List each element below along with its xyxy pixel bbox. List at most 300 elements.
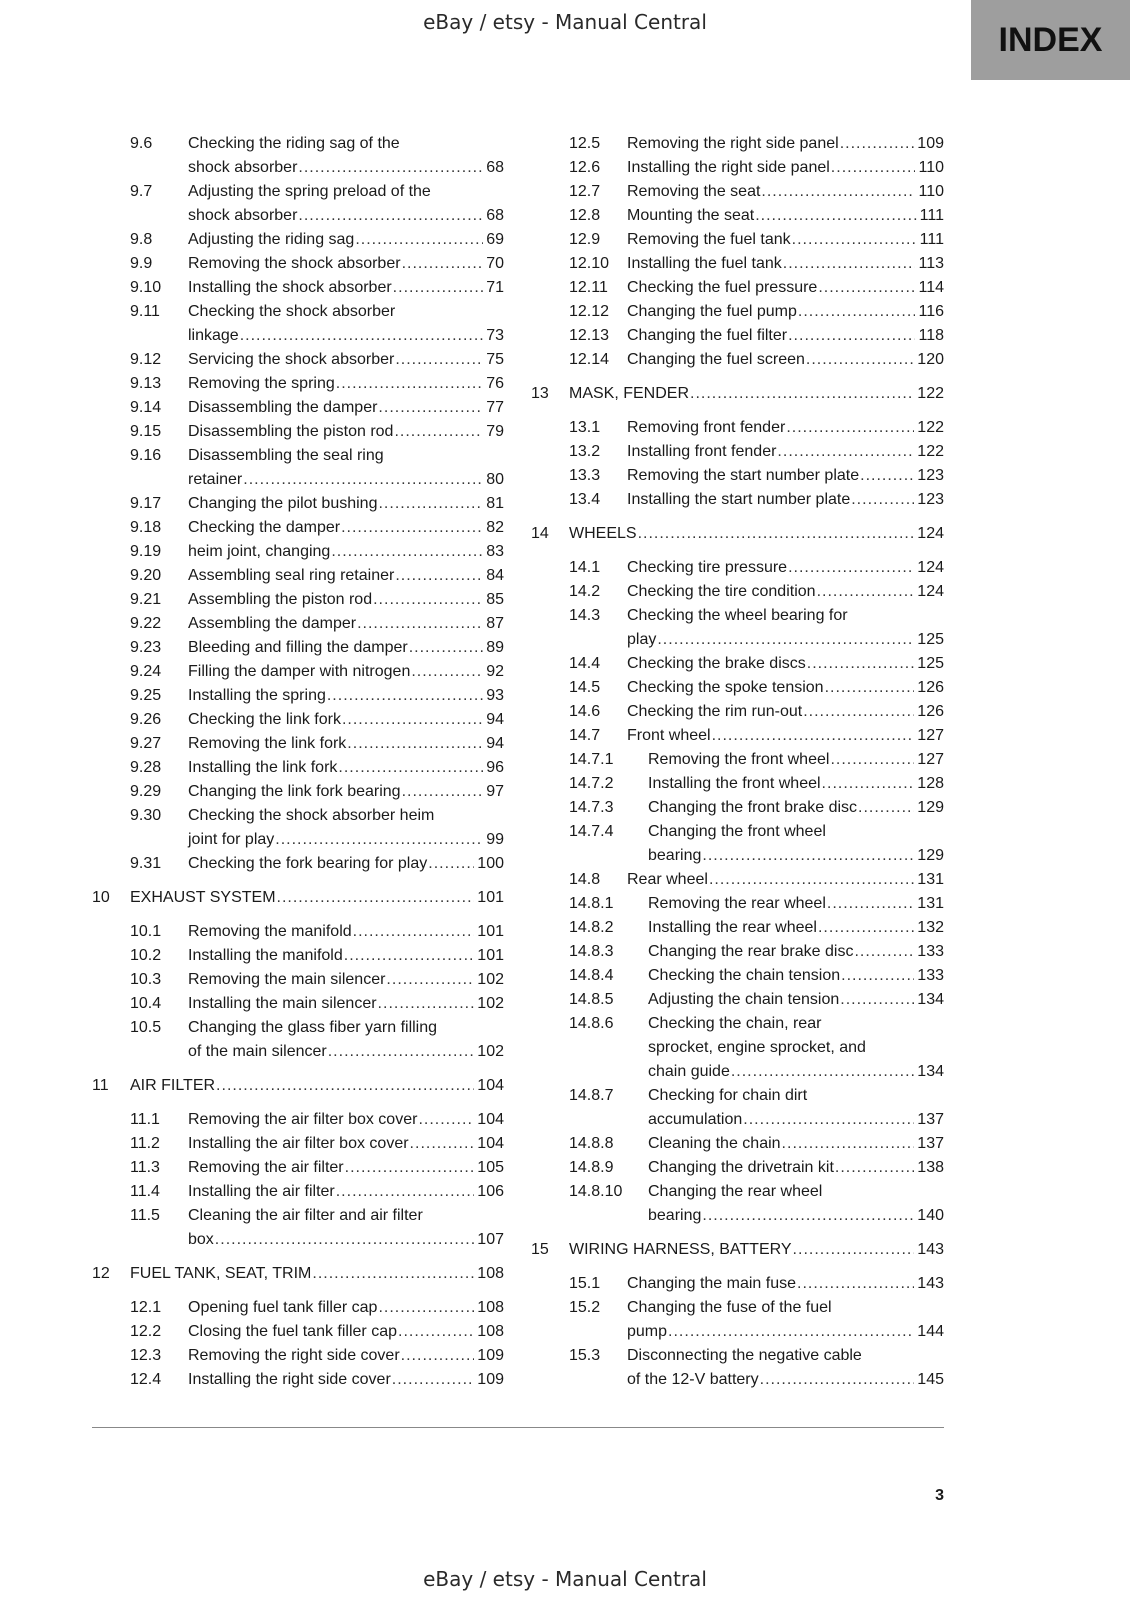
- toc-entry[interactable]: [92, 252, 504, 276]
- entry-title-lastline: [648, 1132, 944, 1156]
- page-ref: 94: [486, 735, 504, 752]
- toc-entry[interactable]: [531, 276, 944, 300]
- entry-body: [569, 522, 944, 546]
- page-ref: 144: [917, 1323, 944, 1340]
- entry-body: [188, 1180, 504, 1204]
- entry-title-lastline: [188, 204, 504, 228]
- entry-title-lastline: [188, 684, 504, 708]
- page-ref: 124: [917, 559, 944, 576]
- toc-entry[interactable]: [531, 1012, 944, 1084]
- entry-title-lastline: [188, 564, 504, 588]
- toc-entry[interactable]: [92, 968, 504, 992]
- entry-title-line: Cleaning the chain: [648, 1135, 781, 1152]
- page-ref: 70: [486, 255, 504, 272]
- entry-title-line: Adjusting the riding sag: [188, 231, 355, 248]
- page-ref: 83: [486, 543, 504, 560]
- entry-title-lastline: [188, 968, 504, 992]
- toc-entry[interactable]: [92, 492, 504, 516]
- dot-leader: [712, 724, 915, 748]
- page-ref: 123: [917, 467, 944, 484]
- entry-title-lastline: [188, 636, 504, 660]
- dot-leader: [827, 892, 914, 916]
- page-ref: 129: [917, 847, 944, 864]
- entry-body: [188, 228, 504, 252]
- toc-entry[interactable]: [531, 748, 944, 772]
- entry-title-line: shock absorber: [188, 207, 298, 224]
- toc-entry[interactable]: [531, 916, 944, 940]
- entry-title-lastline: [188, 708, 504, 732]
- toc-entry[interactable]: [92, 780, 504, 804]
- toc-entry[interactable]: [92, 516, 504, 540]
- entry-body: [188, 540, 504, 564]
- entry-body: [130, 1074, 504, 1098]
- section-number: 10: [92, 889, 110, 906]
- dot-leader: [298, 156, 483, 180]
- toc-entry[interactable]: [531, 1084, 944, 1132]
- toc-entry[interactable]: [531, 1132, 944, 1156]
- toc-entry[interactable]: [531, 652, 944, 676]
- dot-leader: [336, 1180, 475, 1204]
- toc-entry[interactable]: [92, 1132, 504, 1156]
- toc-entry[interactable]: [531, 252, 944, 276]
- toc-entry[interactable]: [92, 180, 504, 228]
- dot-leader: [240, 324, 484, 348]
- entry-title-lastline: [627, 276, 944, 300]
- page-ref: 111: [919, 231, 944, 248]
- entry-title-line: Checking the tire condition: [627, 583, 816, 600]
- entry-title-line: pump: [627, 1323, 668, 1340]
- entry-body: [627, 132, 944, 156]
- toc-entry[interactable]: [92, 420, 504, 444]
- toc-entry[interactable]: [92, 660, 504, 684]
- page-ref: 69: [486, 231, 504, 248]
- dot-leader: [760, 1368, 915, 1392]
- page-ref: 102: [477, 1043, 504, 1060]
- toc-chapter[interactable]: [531, 382, 944, 406]
- entry-body: [627, 652, 944, 676]
- entry-body: [627, 440, 944, 464]
- toc-entry[interactable]: [531, 1296, 944, 1344]
- toc-entry[interactable]: [92, 1108, 504, 1132]
- entry-title-lastline: [569, 1238, 944, 1262]
- toc-entry[interactable]: [92, 372, 504, 396]
- page-ref: 75: [486, 351, 504, 368]
- toc-entry[interactable]: [531, 180, 944, 204]
- page-ref: 92: [486, 663, 504, 680]
- dot-leader: [345, 1156, 475, 1180]
- page-number: 3: [935, 1487, 944, 1504]
- entry-title-lastline: [627, 416, 944, 440]
- toc-entry[interactable]: [531, 988, 944, 1012]
- section-number: 14.8.4: [569, 967, 614, 984]
- entry-body: [188, 1132, 504, 1156]
- toc-entry[interactable]: [531, 796, 944, 820]
- section-number: 9.7: [130, 183, 153, 200]
- toc-entry[interactable]: [92, 852, 504, 876]
- section-number: 14.7.4: [569, 823, 614, 840]
- entry-title-lastline: [188, 468, 504, 492]
- toc-entry[interactable]: [92, 732, 504, 756]
- section-number: 10.4: [130, 995, 162, 1012]
- section-number: 9.25: [130, 687, 162, 704]
- dot-leader: [373, 588, 483, 612]
- toc-entry[interactable]: [531, 132, 944, 156]
- entry-title-line: Removing the spring: [188, 375, 335, 392]
- entry-title-line: Disconnecting the negative cable: [627, 1347, 862, 1364]
- section-number: 12.2: [130, 1323, 162, 1340]
- toc-entry[interactable]: [531, 772, 944, 796]
- entry-title-line: Removing the air filter: [188, 1159, 344, 1176]
- entry-body: [188, 1344, 504, 1368]
- section-number: 14.3: [569, 607, 601, 624]
- toc-entry[interactable]: [92, 1320, 504, 1344]
- entry-title-line: Rear wheel: [627, 871, 708, 888]
- page-ref: 143: [917, 1241, 944, 1258]
- entry-title-lastline: [627, 156, 944, 180]
- page-ref: 124: [917, 525, 944, 542]
- entry-body: [648, 1012, 944, 1084]
- entry-body: [130, 1262, 504, 1286]
- entry-body: [188, 1156, 504, 1180]
- dot-leader: [818, 916, 914, 940]
- dot-leader: [854, 940, 914, 964]
- dot-leader: [831, 156, 916, 180]
- toc-entry[interactable]: [531, 892, 944, 916]
- entry-body: [627, 604, 944, 652]
- toc-entry[interactable]: [531, 724, 944, 748]
- section-number: 13.4: [569, 491, 601, 508]
- entry-title-line: linkage: [188, 327, 239, 344]
- entry-title-line: Checking for chain dirt: [648, 1087, 808, 1104]
- toc-entry[interactable]: [92, 1180, 504, 1204]
- dot-leader: [312, 1262, 474, 1286]
- entry-title-lastline: [188, 492, 504, 516]
- toc-chapter[interactable]: [92, 886, 504, 910]
- section-number: 15.2: [569, 1299, 601, 1316]
- entry-body: [188, 920, 504, 944]
- toc-entry[interactable]: [92, 300, 504, 348]
- toc-entry[interactable]: [92, 992, 504, 1016]
- toc-entry[interactable]: [92, 540, 504, 564]
- section-number: 9.12: [130, 351, 162, 368]
- entry-title-lastline: [627, 580, 944, 604]
- entry-title-lastline: [627, 228, 944, 252]
- section-number: 9.29: [130, 783, 162, 800]
- entry-title-lastline: [188, 1132, 504, 1156]
- entry-title-line: accumulation: [648, 1111, 743, 1128]
- section-number: 9.16: [130, 447, 162, 464]
- page-ref: 99: [486, 831, 504, 848]
- entry-title-lastline: [648, 1108, 944, 1132]
- toc-entry[interactable]: [531, 868, 944, 892]
- page-ref: 134: [917, 1063, 944, 1080]
- toc-entry[interactable]: [92, 636, 504, 660]
- dot-leader: [378, 396, 483, 420]
- section-number: 11.2: [130, 1135, 160, 1152]
- entry-title-line: Changing the fuse of the fuel: [627, 1299, 832, 1316]
- toc-entry[interactable]: [92, 396, 504, 420]
- entry-title-line: Changing the link fork bearing: [188, 783, 401, 800]
- toc-entry[interactable]: [531, 940, 944, 964]
- entry-title-lastline: [188, 1368, 504, 1392]
- toc-entry[interactable]: [92, 228, 504, 252]
- entry-title-lastline: [188, 324, 504, 348]
- dot-leader: [395, 348, 483, 372]
- page-ref: 85: [486, 591, 504, 608]
- dot-leader: [357, 612, 483, 636]
- section-number: 13: [531, 385, 549, 402]
- section-number: 14.7: [569, 727, 601, 744]
- entry-title-line: Front wheel: [627, 727, 711, 744]
- toc-chapter[interactable]: [531, 522, 944, 546]
- entry-title-lastline: [188, 276, 504, 300]
- page-ref: 81: [486, 495, 504, 512]
- dot-leader: [798, 300, 916, 324]
- entry-body: [188, 1320, 504, 1344]
- entry-title-line: Assembling seal ring retainer: [188, 567, 395, 584]
- entry-body: [627, 348, 944, 372]
- toc-entry[interactable]: [531, 964, 944, 988]
- page-ref: 111: [919, 207, 944, 224]
- toc-entry[interactable]: [92, 132, 504, 180]
- entry-body: [648, 1156, 944, 1180]
- entry-body: [188, 420, 504, 444]
- toc-chapter[interactable]: [531, 1238, 944, 1262]
- section-number: 10.3: [130, 971, 162, 988]
- section-number: 10.5: [130, 1019, 162, 1036]
- page-ref: 110: [918, 183, 944, 200]
- entry-body: [627, 580, 944, 604]
- toc-entry[interactable]: [92, 564, 504, 588]
- page-ref: 101: [477, 923, 504, 940]
- dot-leader: [331, 540, 483, 564]
- page-ref: 133: [917, 967, 944, 984]
- entry-title-lastline: [188, 612, 504, 636]
- entry-title-line: sprocket, engine sprocket, and: [648, 1039, 866, 1056]
- toc-entry[interactable]: [531, 1344, 944, 1392]
- page-ref: 68: [486, 159, 504, 176]
- section-number: 12.3: [130, 1347, 162, 1364]
- entry-title-line: Adjusting the chain tension: [648, 991, 840, 1008]
- page-ref: 82: [486, 519, 504, 536]
- page-ref: 113: [918, 255, 944, 272]
- section-number: 14.7.2: [569, 775, 614, 792]
- section-number: 14.8.3: [569, 943, 614, 960]
- entry-body: [627, 156, 944, 180]
- toc-right-column: [531, 132, 944, 1392]
- toc-entry[interactable]: [92, 612, 504, 636]
- section-number: 9.30: [130, 807, 162, 824]
- entry-title-line: Installing the spring: [188, 687, 326, 704]
- toc-entry[interactable]: [92, 1204, 504, 1252]
- toc-entry[interactable]: [92, 804, 504, 852]
- watermark-bottom: eBay / etsy - Manual Central: [423, 1567, 707, 1591]
- toc-entry[interactable]: [531, 440, 944, 464]
- entry-title-line: play: [627, 631, 657, 648]
- entry-body: [648, 1084, 944, 1132]
- dot-leader: [783, 252, 916, 276]
- page-ref: 108: [477, 1323, 504, 1340]
- entry-body: [188, 516, 504, 540]
- toc-entry[interactable]: [92, 1016, 504, 1064]
- page-ref: 71: [486, 279, 504, 296]
- entry-title-lastline: [648, 748, 944, 772]
- toc-entry[interactable]: [531, 156, 944, 180]
- toc-entry[interactable]: [531, 1180, 944, 1228]
- toc-entry[interactable]: [92, 276, 504, 300]
- toc-entry[interactable]: [531, 676, 944, 700]
- entry-body: [188, 396, 504, 420]
- entry-title-lastline: [627, 488, 944, 512]
- section-number: 14.5: [569, 679, 601, 696]
- entry-title-line: of the main silencer: [188, 1043, 327, 1060]
- section-number: 9.13: [130, 375, 162, 392]
- page-ref: 134: [917, 991, 944, 1008]
- toc-entry[interactable]: [92, 1344, 504, 1368]
- toc-entry[interactable]: [531, 820, 944, 868]
- toc-entry[interactable]: [92, 708, 504, 732]
- entry-title-line: Removing the fuel tank: [627, 231, 791, 248]
- page-ref: 77: [486, 399, 504, 416]
- toc-entry[interactable]: [531, 228, 944, 252]
- entry-body: [188, 1016, 504, 1064]
- entry-title-lastline: [188, 396, 504, 420]
- page-ref: 145: [917, 1371, 944, 1388]
- dot-leader: [792, 228, 917, 252]
- page-ref: 102: [477, 971, 504, 988]
- entry-body: [188, 780, 504, 804]
- dot-leader: [336, 372, 483, 396]
- toc-entry[interactable]: [531, 204, 944, 228]
- entry-title-line: Changing the rear brake disc: [648, 943, 854, 960]
- entry-title-lastline: [188, 540, 504, 564]
- toc-entry[interactable]: [531, 1272, 944, 1296]
- page-ref: 122: [917, 385, 944, 402]
- entry-title-line: Checking the chain tension: [648, 967, 841, 984]
- dot-leader: [822, 772, 915, 796]
- page-ref: 126: [917, 679, 944, 696]
- toc-entry[interactable]: [92, 1156, 504, 1180]
- section-number: 9.28: [130, 759, 162, 776]
- toc-entry[interactable]: [531, 300, 944, 324]
- toc-entry[interactable]: [531, 700, 944, 724]
- toc-entry[interactable]: [531, 1156, 944, 1180]
- entry-body: [627, 724, 944, 748]
- entry-title-line: Checking the riding sag of the: [188, 135, 400, 152]
- entry-body: [188, 300, 504, 348]
- toc-entry[interactable]: [92, 920, 504, 944]
- section-number: 9.9: [130, 255, 153, 272]
- page-ref: 124: [917, 583, 944, 600]
- index-tab[interactable]: INDEX: [971, 0, 1130, 80]
- entry-body: [188, 612, 504, 636]
- section-number: 14.8.7: [569, 1087, 614, 1104]
- toc-entry[interactable]: [531, 580, 944, 604]
- entry-title-lastline: [188, 852, 504, 876]
- entry-body: [627, 464, 944, 488]
- page-ref: 97: [486, 783, 504, 800]
- entry-title-line: Removing the seat: [627, 183, 761, 200]
- entry-title-lastline: [188, 992, 504, 1016]
- page-ref: 105: [477, 1159, 504, 1176]
- entry-title-line: heim joint, changing: [188, 543, 331, 560]
- page-ref: 108: [477, 1265, 504, 1282]
- entry-body: [188, 276, 504, 300]
- footer-divider: [92, 1427, 944, 1428]
- entry-body: [188, 180, 504, 228]
- entry-body: [188, 992, 504, 1016]
- toc-chapter[interactable]: [92, 1074, 504, 1098]
- toc-entry[interactable]: [531, 556, 944, 580]
- dot-leader: [401, 1344, 475, 1368]
- page-ref: 127: [917, 727, 944, 744]
- entry-title-lastline: [130, 1074, 504, 1098]
- entry-title-lastline: [130, 1262, 504, 1286]
- page-ref: 127: [917, 751, 944, 768]
- dot-leader: [338, 756, 483, 780]
- entry-title-line: Changing the pilot bushing: [188, 495, 378, 512]
- toc-entry[interactable]: [92, 756, 504, 780]
- entry-title-line: Installing the fuel tank: [627, 255, 782, 272]
- entry-title-line: Removing the right side cover: [188, 1347, 400, 1364]
- entry-title-lastline: [569, 522, 944, 546]
- toc-entry[interactable]: [531, 324, 944, 348]
- toc-entry[interactable]: [92, 1296, 504, 1320]
- page-ref: 133: [917, 943, 944, 960]
- toc-entry[interactable]: [92, 444, 504, 492]
- dot-leader: [835, 1156, 914, 1180]
- entry-title-lastline: [627, 204, 944, 228]
- entry-body: [648, 796, 944, 820]
- dot-leader: [418, 1108, 474, 1132]
- entry-body: [648, 892, 944, 916]
- page-ref: 128: [917, 775, 944, 792]
- entry-body: [188, 1296, 504, 1320]
- toc-entry[interactable]: [92, 944, 504, 968]
- toc-entry[interactable]: [531, 488, 944, 512]
- toc-entry[interactable]: [92, 1368, 504, 1392]
- section-number: 14.1: [569, 559, 601, 576]
- toc-entry[interactable]: [531, 348, 944, 372]
- entry-title-line: Removing the rear wheel: [648, 895, 826, 912]
- toc-entry[interactable]: [531, 416, 944, 440]
- dot-leader: [411, 660, 483, 684]
- section-number: 10.1: [130, 923, 162, 940]
- dot-leader: [755, 204, 916, 228]
- entry-title-lastline: [188, 1320, 504, 1344]
- toc-entry[interactable]: [92, 588, 504, 612]
- dot-leader: [825, 676, 915, 700]
- entry-title-line: Changing the drivetrain kit: [648, 1159, 834, 1176]
- dot-leader: [803, 700, 914, 724]
- toc-entry[interactable]: [92, 348, 504, 372]
- entry-title-line: Installing the air filter: [188, 1183, 335, 1200]
- toc-entry[interactable]: [92, 684, 504, 708]
- dot-leader: [840, 132, 915, 156]
- entry-title-line: Installing the shock absorber: [188, 279, 392, 296]
- dot-leader: [657, 628, 914, 652]
- toc-chapter[interactable]: [92, 1262, 504, 1286]
- toc-entry[interactable]: [531, 604, 944, 652]
- entry-title-line: Installing the manifold: [188, 947, 343, 964]
- section-number: 15.3: [569, 1347, 601, 1364]
- toc-entry[interactable]: [531, 464, 944, 488]
- page-ref: 137: [917, 1135, 944, 1152]
- dot-leader: [378, 492, 483, 516]
- entry-title-line: Removing the front wheel: [648, 751, 830, 768]
- entry-title-lastline: [627, 556, 944, 580]
- entry-title-lastline: [627, 724, 944, 748]
